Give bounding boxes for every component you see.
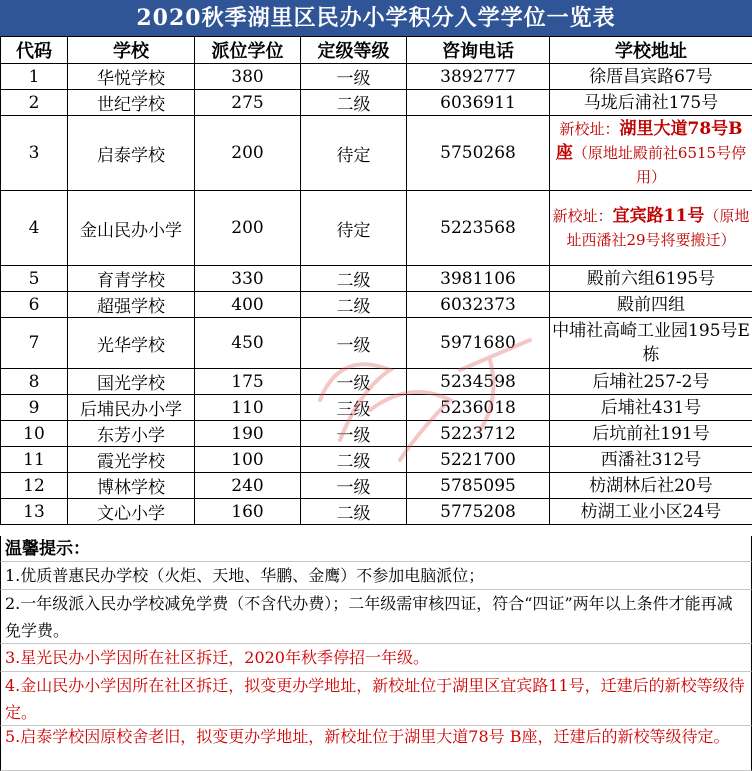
cell-phone: 5223712 <box>407 421 550 447</box>
cell-grade: 一级 <box>301 421 407 447</box>
cell-seats: 200 <box>195 191 301 266</box>
cell-phone: 6032373 <box>407 292 550 318</box>
cell-address: 徐厝昌宾路67号 <box>550 64 752 90</box>
table-row <box>1 90 752 116</box>
cell-code: 10 <box>1 421 68 447</box>
cell-address: 马垅后浦社175号 <box>550 90 752 116</box>
cell-school: 金山民办小学 <box>68 191 195 266</box>
cell-grade: 一级 <box>301 473 407 499</box>
cell-school: 超强学校 <box>68 292 195 318</box>
cell-seats: 275 <box>195 90 301 116</box>
table-row <box>1 395 752 421</box>
cell-phone: 5236018 <box>407 395 550 421</box>
cell-grade: 待定 <box>301 191 407 266</box>
cell-phone: 5750268 <box>407 116 550 191</box>
header-grade: 定级等级 <box>301 37 407 64</box>
cell-school: 霞光学校 <box>68 447 195 473</box>
notes-section <box>0 536 752 771</box>
cell-seats: 450 <box>195 318 301 369</box>
address-prefix: 新校址： <box>559 120 620 138</box>
cell-address: 枋湖林后社20号 <box>550 473 752 499</box>
cell-address: 后埔社431号 <box>550 395 752 421</box>
cell-seats: 380 <box>195 64 301 90</box>
cell-grade: 二级 <box>301 90 407 116</box>
cell-grade: 二级 <box>301 447 407 473</box>
table-row <box>1 369 752 395</box>
cell-address: 后埔社257-2号 <box>550 369 752 395</box>
cell-school: 国光学校 <box>68 369 195 395</box>
cell-code: 7 <box>1 318 68 369</box>
table-row <box>1 499 752 525</box>
cell-seats: 400 <box>195 292 301 318</box>
cell-address-new <box>550 191 752 266</box>
school-table <box>0 36 752 525</box>
address-new-site: 湖里大道78号B座 <box>555 119 743 163</box>
address-note: （原地址西潘社29号将要搬迁） <box>566 207 750 249</box>
address-prefix: 新校址： <box>552 207 613 225</box>
header-school: 学校 <box>68 37 195 64</box>
header-address: 学校地址 <box>550 37 752 64</box>
notes-heading: 温馨提示： <box>0 536 752 562</box>
table-header-row <box>1 37 752 64</box>
table-row <box>1 421 752 447</box>
cell-seats: 175 <box>195 369 301 395</box>
cell-address-new <box>550 116 752 191</box>
cell-seats: 240 <box>195 473 301 499</box>
cell-address: 枋湖工业小区24号 <box>550 499 752 525</box>
cell-grade: 二级 <box>301 292 407 318</box>
cell-code: 12 <box>1 473 68 499</box>
header-code: 代码 <box>1 37 68 64</box>
cell-code: 8 <box>1 369 68 395</box>
table-row <box>1 318 752 369</box>
cell-school: 东芳小学 <box>68 421 195 447</box>
table-row <box>1 64 752 90</box>
cell-school: 世纪学校 <box>68 90 195 116</box>
cell-grade: 二级 <box>301 499 407 525</box>
cell-phone: 5971680 <box>407 318 550 369</box>
cell-phone: 5223568 <box>407 191 550 266</box>
cell-phone: 5234598 <box>407 369 550 395</box>
cell-address: 西潘社312号 <box>550 447 752 473</box>
cell-seats: 200 <box>195 116 301 191</box>
cell-grade: 待定 <box>301 116 407 191</box>
header-phone: 咨询电话 <box>407 37 550 64</box>
cell-school: 启泰学校 <box>68 116 195 191</box>
cell-school: 华悦学校 <box>68 64 195 90</box>
cell-grade: 二级 <box>301 266 407 292</box>
table-row <box>1 191 752 266</box>
cell-phone: 3981106 <box>407 266 550 292</box>
cell-code: 3 <box>1 116 68 191</box>
cell-phone: 5785095 <box>407 473 550 499</box>
cell-grade: 一级 <box>301 318 407 369</box>
address-note: （原地址殿前社6515号停用） <box>572 144 747 186</box>
cell-code: 13 <box>1 499 68 525</box>
table-row <box>1 116 752 191</box>
cell-code: 11 <box>1 447 68 473</box>
cell-code: 1 <box>1 64 68 90</box>
cell-address: 殿前六组6195号 <box>550 266 752 292</box>
note-item: 1.优质普惠民办学校（火炬、天地、华鹏、金鹰）不参加电脑派位； <box>0 562 752 590</box>
cell-seats: 160 <box>195 499 301 525</box>
cell-school: 育青学校 <box>68 266 195 292</box>
cell-school: 博林学校 <box>68 473 195 499</box>
note-item: 4.金山民办小学因所在社区拆迁，拟变更办学地址，新校址位于湖里区宜宾路11号，迁建后的新校等级待定。 <box>0 672 752 726</box>
cell-seats: 190 <box>195 421 301 447</box>
cell-seats: 100 <box>195 447 301 473</box>
cell-phone: 5775208 <box>407 499 550 525</box>
cell-code: 6 <box>1 292 68 318</box>
table-row <box>1 266 752 292</box>
cell-grade: 一级 <box>301 64 407 90</box>
page-title: 2020秋季湖里区民办小学积分入学学位一览表 <box>0 0 752 36</box>
cell-phone: 6036911 <box>407 90 550 116</box>
cell-code: 9 <box>1 395 68 421</box>
table-row <box>1 292 752 318</box>
note-item: 2.一年级派入民办学校减免学费（不含代办费）；二年级需审核四证，符合“四证”两年以上条件才能再减免学费。 <box>0 590 752 644</box>
note-item: 5.启泰学校因原校舍老旧，拟变更办学地址，新校址位于湖里大道78号 B座，迁建后的新校等级待定。 <box>0 726 752 771</box>
cell-code: 5 <box>1 266 68 292</box>
table-row <box>1 473 752 499</box>
cell-school: 后埔民办小学 <box>68 395 195 421</box>
cell-grade: 一级 <box>301 369 407 395</box>
cell-school: 文心小学 <box>68 499 195 525</box>
cell-phone: 3892777 <box>407 64 550 90</box>
note-item: 3.星光民办小学因所在社区拆迁，2020年秋季停招一年级。 <box>0 644 752 672</box>
table-row <box>1 447 752 473</box>
cell-grade: 三级 <box>301 395 407 421</box>
cell-address: 后坑前社191号 <box>550 421 752 447</box>
cell-code: 4 <box>1 191 68 266</box>
header-seats: 派位学位 <box>195 37 301 64</box>
cell-school: 光华学校 <box>68 318 195 369</box>
address-new-site: 宜宾路11号 <box>612 206 705 226</box>
cell-address: 殿前四组 <box>550 292 752 318</box>
cell-seats: 330 <box>195 266 301 292</box>
cell-address: 中埔社高崎工业园195号E栋 <box>550 318 752 369</box>
cell-phone: 5221700 <box>407 447 550 473</box>
cell-seats: 110 <box>195 395 301 421</box>
cell-code: 2 <box>1 90 68 116</box>
